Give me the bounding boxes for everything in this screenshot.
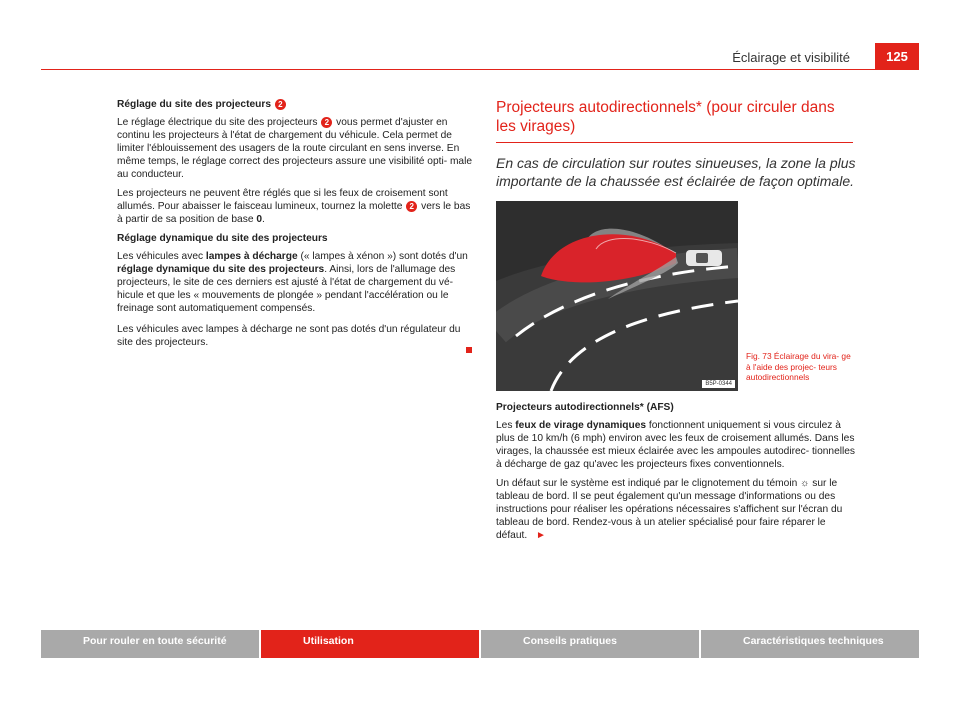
callout-2-icon: 2 — [275, 99, 286, 110]
tab-utilisation[interactable]: Utilisation — [261, 630, 479, 658]
page-number: 125 — [875, 43, 919, 69]
header-rule — [41, 69, 919, 70]
callout-2-icon: 2 — [321, 117, 332, 128]
subheading-dynamic-range: Réglage dynamique du site des projecteurs — [117, 233, 328, 244]
paragraph-no-regulator: Les véhicules avec lampes à décharge ne sont pas dotés d'un régulateur du site des projecteurs. — [117, 324, 461, 348]
section-title: Projecteurs autodirectionnels* (pour circuler dans les virages) — [496, 99, 835, 135]
paragraph-electric-adjust: Le réglage électrique du site des projecteurs 2 vous permet d'ajuster en continu les projecteurs à l'état de chargement du véhicule. Cela permet de limiter l'éblouissement des usagers de la route circulant en sens inverse. En même temps, le réglage correct des projecteurs assure une visibilité opti- male au conducteur. — [117, 117, 473, 180]
subheading-afs: Projecteurs autodirectionnels* (AFS) — [496, 402, 674, 413]
running-header-title: Éclairage et visibilité — [732, 50, 850, 65]
paragraph-afs: Les feux de virage dynamiques fonctionnent uniquement si vous circulez à plus de 10 km/h (6 mph) environ avec les feux de croisement allumés. Dans les virages, la chaussée est mieux éclairée avec les ampoules autodirec- tionnelles à décharge de gaz qu'avec les projecteurs fixes conventionnels. — [496, 420, 856, 470]
figure-caption: Fig. 73 Éclairage du vira- ge à l'aide des projec- teurs autodirectionnels — [746, 351, 851, 382]
continue-arrow-icon: ► — [536, 530, 546, 541]
figure-code: B5P-0344 — [702, 380, 735, 388]
chapter-tabs — [41, 630, 919, 658]
figure-73 — [496, 201, 856, 391]
left-column — [117, 98, 475, 353]
curved-road-illustration — [496, 201, 738, 391]
section-intro: En cas de circulation sur routes sinueuses, la zone la plus importante de la chaussée est éclairée de façon optimale. — [496, 155, 856, 189]
subheading-headlight-range: Réglage du site des projecteurs 2 — [117, 98, 475, 111]
section-end-marker — [466, 347, 472, 353]
section-rule — [496, 142, 853, 143]
tab-practical-tips[interactable]: Conseils pratiques — [481, 630, 699, 658]
callout-2-icon: 2 — [406, 201, 417, 212]
tab-technical-data[interactable]: Caractéristiques techniques — [701, 630, 919, 658]
afs-illustration — [496, 201, 738, 391]
tab-safety[interactable]: Pour rouler en toute sécurité — [41, 630, 259, 658]
warning-lamp-icon: ☼ — [800, 478, 810, 489]
paragraph-dynamic-range: Les véhicules avec lampes à décharge (« lampes à xénon ») sont dotés d'un réglage dynamique du site des projecteurs. Ainsi, lors de l'allumage des projecteurs, le site de ces derniers est ajusté à l'état de chargement du vé- hicule et que les « mouvements de plongée » pendant l'accélération ou le freinage sont automatiquement compensés. — [117, 251, 468, 314]
paragraph-lower-beam: Les projecteurs ne peuvent être réglés que si les feux de croisement sont allumés. Pour abaisser le faisceau lumineux, tournez la molette 2 vers le bas à partir de sa position de base 0. — [117, 188, 471, 225]
paragraph-fault: Un défaut sur le système est indiqué par le clignotement du témoin ☼ sur le tableau de bord. Il se peut également qu'un message d'informations ou des instructions pour réaliser les opérations nécessaires s'affichent sur l'écran du tableau de bord. Rendez-vous à un atelier spécialisé pour faire réparer le défaut. ► — [496, 478, 843, 541]
right-column — [496, 98, 856, 548]
